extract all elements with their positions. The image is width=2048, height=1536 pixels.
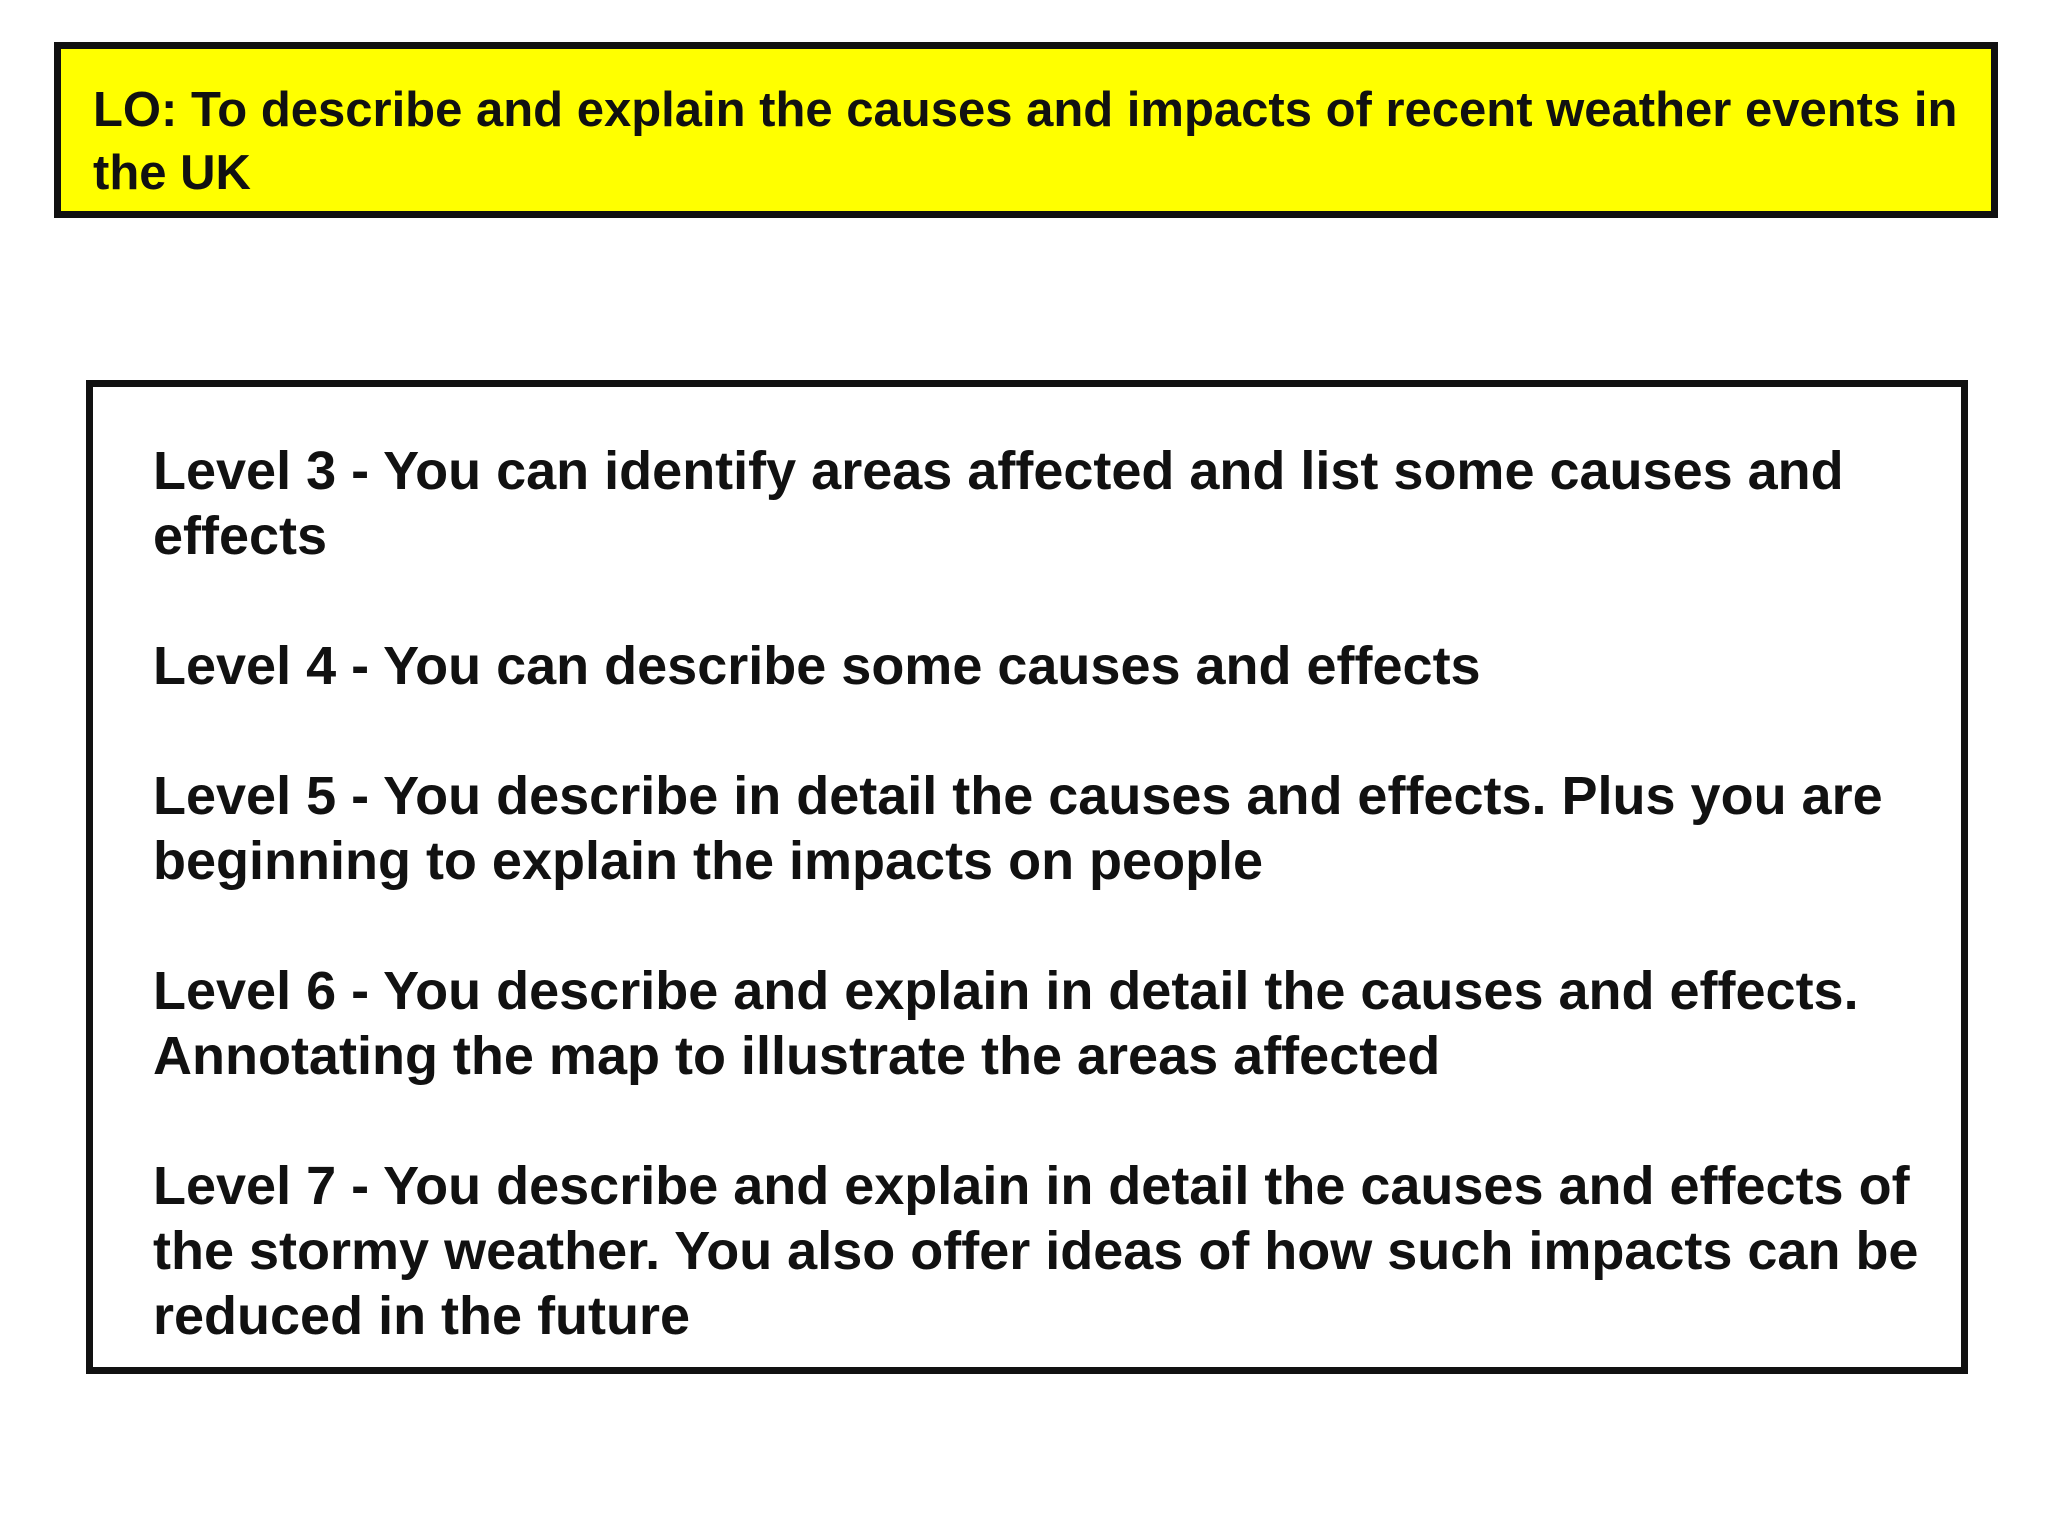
learning-objective-box xyxy=(54,42,1998,218)
learning-objective-text: LO: To describe and explain the causes and impacts of recent weather events in the UK xyxy=(93,83,1958,200)
level-4-criterion: Level 4 - You can describe some causes and effects xyxy=(153,636,1481,696)
level-6-criterion: Level 6 - You describe and explain in detail the causes and effects. Annotating the map to illustrate the areas affected xyxy=(153,961,1859,1086)
level-7-criterion: Level 7 - You describe and explain in detail the causes and effects of the stormy weather. You also offer ideas of how such impacts can be reduced in the future xyxy=(153,1156,1919,1346)
level-3-criterion: Level 3 - You can identify areas affected and list some causes and effects xyxy=(153,441,1844,566)
level-5-criterion: Level 5 - You describe in detail the causes and effects. Plus you are beginning to explain the impacts on people xyxy=(153,766,1883,891)
success-criteria-box xyxy=(86,380,1968,1374)
